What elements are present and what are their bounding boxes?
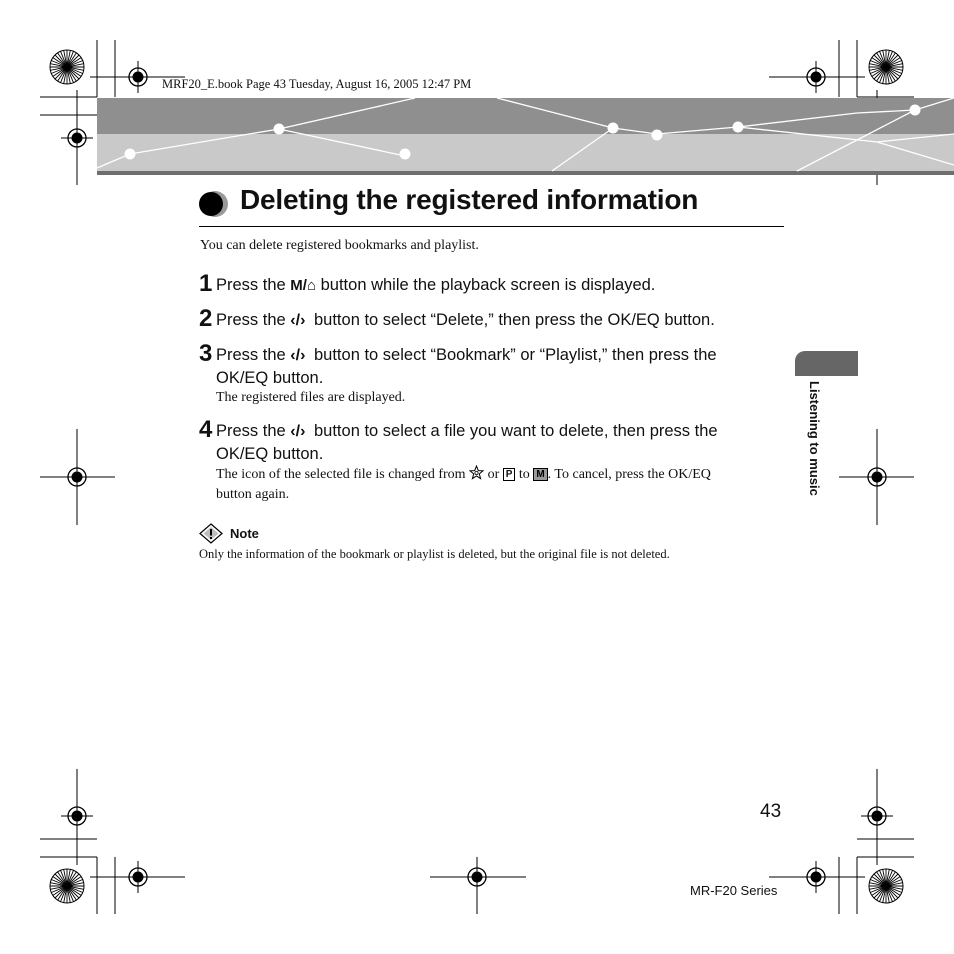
step-number: 1 (199, 270, 213, 297)
star-icon (469, 465, 484, 480)
series-label: MR-F20 Series (690, 883, 778, 898)
step-text (216, 309, 715, 332)
step-text-post: button while the playback screen is displayed. (316, 276, 656, 294)
step-text-pre: Press the (216, 276, 291, 294)
warning-diamond-icon (199, 523, 223, 544)
step-text-pre: Press the (216, 311, 291, 329)
step-subtext-or: or (484, 467, 503, 482)
mark-icon: M (533, 468, 547, 481)
step-text (216, 420, 718, 465)
side-section-label-text: Listening to music (807, 381, 822, 496)
note-label: Note (230, 526, 259, 541)
note-body: Only the information of the bookmark or playlist is deleted, but the original file is not deleted. (199, 547, 670, 561)
step-text-line2: OK/EQ button. (216, 445, 324, 463)
step-text-post: button to select “Delete,” then press the OK/EQ button. (309, 311, 715, 329)
step-number: 2 (199, 305, 213, 332)
step-text-line2: OK/EQ button. (216, 369, 324, 387)
side-section-label (800, 381, 826, 526)
step-text (216, 274, 655, 297)
menu-home-button-icon: M/⌂ (290, 277, 317, 294)
section-side-tab (795, 351, 858, 376)
playlist-icon: P (503, 468, 516, 481)
step-subtext: The registered files are displayed. (216, 390, 406, 405)
intro-text: You can delete registered bookmarks and playlist. (200, 238, 479, 253)
step-subtext-a: The icon of the selected file is changed from (216, 467, 470, 482)
left-right-button-icon: ‹/› (290, 312, 306, 329)
left-right-button-icon: ‹/› (290, 423, 306, 440)
step-number: 4 (199, 416, 213, 443)
step-text-post: button to select a file you want to delete, then press the (309, 422, 718, 440)
header-banner (97, 98, 954, 175)
step-text-pre: Press the (216, 422, 291, 440)
step-subtext-line2: button again. (216, 487, 290, 502)
section-title (199, 184, 784, 227)
step-text-post: button to select “Bookmark” or “Playlist,” then press the (309, 346, 717, 364)
page-title: Deleting the registered information (240, 184, 699, 215)
step-text-pre: Press the (216, 346, 291, 364)
step-number: 3 (199, 340, 213, 367)
step-text (216, 344, 717, 389)
left-right-button-icon: ‹/› (290, 347, 306, 364)
title-bullet-icon (199, 190, 231, 218)
step-subtext-to: to (515, 467, 534, 482)
step-subtext-b: . To cancel, press the OK/EQ (547, 467, 711, 482)
step-subtext (216, 465, 711, 505)
page-number: 43 (760, 801, 782, 822)
book-header-line: MRF20_E.book Page 43 Tuesday, August 16, 2005 12:47 PM (162, 77, 472, 91)
